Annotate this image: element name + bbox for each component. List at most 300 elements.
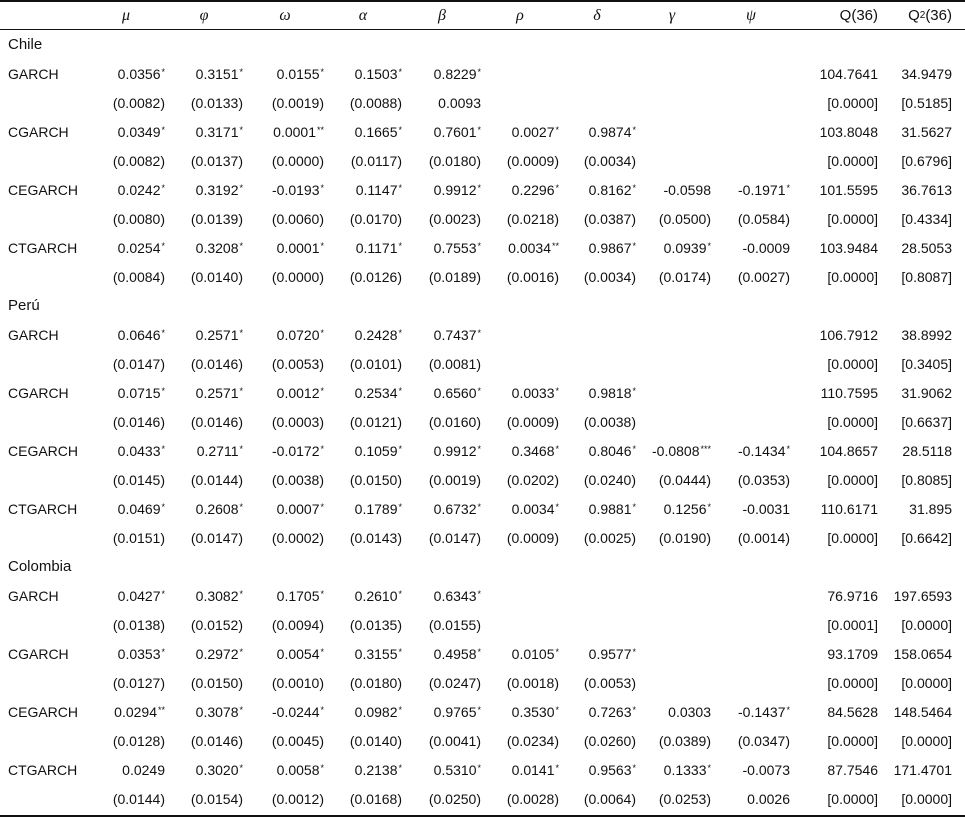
cell-value: 0.2610 (354, 587, 398, 604)
estimate-cell (87, 233, 165, 262)
cell-value: -0.0808 (652, 442, 700, 459)
header-base: Q (908, 7, 920, 24)
estimate-cell (324, 494, 402, 523)
significance-stars: * (477, 240, 481, 251)
standard-error-row (0, 784, 965, 813)
estimate-cell (324, 755, 402, 784)
significance-stars: * (239, 646, 243, 657)
model-label: GARCH (8, 65, 59, 82)
significance-stars: * (239, 588, 243, 599)
estimate-cell: 87.7546 (827, 761, 878, 778)
standard-error-cell: [0.0000] (827, 355, 878, 372)
cell-value: 0.8162 (588, 181, 632, 198)
column-header-q36: Q(36) (839, 7, 878, 24)
cell-value: 0.0105 (511, 645, 555, 662)
cell-value: 0.1705 (276, 587, 320, 604)
significance-stars: * (632, 762, 636, 773)
estimate-cell (165, 117, 243, 146)
significance-stars: * (555, 704, 559, 715)
estimate-cell (324, 581, 402, 610)
estimate-cell: 101.5595 (819, 181, 878, 198)
cell-value: 0.0356 (117, 65, 161, 82)
standard-error-cell: (0.0154) (190, 790, 243, 807)
cell-value: 0.4958 (433, 645, 477, 662)
cell-value: 0.1256 (663, 500, 707, 517)
column-header-alpha: α (358, 6, 368, 24)
standard-error-cell: (0.0082) (112, 152, 165, 169)
significance-stars: * (320, 646, 324, 657)
estimate-cell: 34.9479 (901, 65, 952, 82)
standard-error-cell: (0.0117) (350, 152, 402, 169)
estimate-cell (633, 233, 711, 262)
cell-value: 0.0034 (508, 239, 551, 256)
standard-error-cell: [0.0000] (827, 471, 878, 488)
standard-error-cell: (0.0060) (271, 210, 324, 227)
estimate-cell: 103.9484 (819, 239, 878, 256)
estimate-cell (165, 755, 243, 784)
cell-value: 0.0001 (276, 239, 320, 256)
estimate-row (0, 755, 965, 784)
cell-value: 0.3082 (195, 587, 239, 604)
column-header-delta: δ (593, 6, 601, 24)
cell-value: 0.0939 (663, 239, 707, 256)
standard-error-cell: (0.0139) (190, 210, 243, 227)
standard-error-cell: (0.0038) (271, 471, 324, 488)
standard-error-row (0, 262, 965, 291)
cell-value: 0.3192 (195, 181, 239, 198)
estimate-cell: 197.6593 (893, 587, 952, 604)
cell-value: 0.1503 (354, 65, 398, 82)
cell-value: 0.2571 (195, 384, 239, 401)
significance-stars: * (632, 443, 636, 454)
cell-value: 0.0012 (276, 384, 320, 401)
significance-stars: * (161, 646, 165, 657)
estimate-cell (558, 378, 636, 407)
country-group-row (0, 552, 965, 581)
estimate-row (0, 378, 965, 407)
standard-error-cell: (0.0160) (428, 413, 481, 430)
column-header-mu: μ (121, 6, 131, 24)
standard-error-cell: [0.0000] (901, 674, 952, 691)
estimate-cell: -0.0598 (663, 181, 711, 198)
standard-error-cell: (0.0121) (349, 413, 402, 430)
standard-error-cell: (0.0009) (506, 413, 559, 430)
standard-error-row (0, 523, 965, 552)
significance-stars: * (161, 385, 165, 396)
standard-error-cell: (0.0234) (506, 732, 559, 749)
significance-stars: ** (316, 124, 324, 135)
standard-error-cell: (0.0144) (112, 790, 165, 807)
estimate-cell (246, 755, 324, 784)
significance-stars: * (632, 501, 636, 512)
standard-error-cell: [0.6642] (901, 529, 952, 546)
standard-error-cell: 0.0093 (438, 94, 481, 111)
country-label: Colombia (8, 558, 72, 575)
estimate-cell: 28.5053 (901, 239, 952, 256)
cell-value: -0.1437 (738, 703, 786, 720)
standard-error-row (0, 88, 965, 117)
standard-error-cell: (0.0218) (506, 210, 559, 227)
standard-error-cell: (0.0080) (112, 210, 165, 227)
standard-error-cell: [0.0000] (827, 210, 878, 227)
standard-error-cell: (0.0038) (583, 413, 636, 430)
significance-stars: * (707, 762, 711, 773)
significance-stars: * (555, 124, 559, 135)
significance-stars: * (239, 501, 243, 512)
standard-error-cell: (0.0045) (271, 732, 324, 749)
standard-error-cell: (0.0147) (428, 529, 481, 546)
standard-error-cell: (0.0180) (349, 674, 402, 691)
estimate-cell (87, 639, 165, 668)
cell-value: 0.2972 (195, 645, 239, 662)
model-label: CGARCH (8, 123, 69, 140)
cell-value: 0.0033 (511, 384, 555, 401)
significance-stars: * (320, 762, 324, 773)
standard-error-cell: (0.0023) (428, 210, 481, 227)
cell-value: 0.0034 (511, 500, 555, 517)
estimate-cell (712, 436, 790, 465)
estimate-cell: 171.4701 (893, 761, 952, 778)
cell-value: 0.9881 (588, 500, 632, 517)
standard-error-cell: (0.0034) (583, 152, 636, 169)
cell-value: 0.3078 (195, 703, 239, 720)
standard-error-cell: [0.5185] (901, 94, 952, 111)
model-label: CEGARCH (8, 442, 79, 459)
significance-stars: * (555, 646, 559, 657)
cell-value: 0.0007 (276, 500, 320, 517)
model-label: CEGARCH (8, 181, 79, 198)
cell-value: 0.2534 (354, 384, 398, 401)
standard-error-cell: (0.0019) (271, 94, 324, 111)
estimate-cell (246, 233, 324, 262)
standard-error-cell: (0.0003) (271, 413, 324, 430)
significance-stars: * (477, 182, 481, 193)
cell-value: 0.9912 (433, 181, 477, 198)
estimate-cell (165, 378, 243, 407)
estimate-cell (87, 494, 165, 523)
standard-error-cell: (0.0444) (658, 471, 711, 488)
significance-stars: * (320, 704, 324, 715)
estimate-cell: 76.9716 (827, 587, 878, 604)
cell-value: 0.0433 (117, 442, 161, 459)
significance-stars: * (239, 240, 243, 251)
estimate-cell (87, 59, 165, 88)
estimate-cell: 110.7595 (820, 384, 878, 401)
significance-stars: * (320, 327, 324, 338)
significance-stars: * (398, 66, 402, 77)
estimate-cell (403, 581, 481, 610)
standard-error-cell: [0.0001] (827, 616, 878, 633)
cell-value: 0.0242 (117, 181, 161, 198)
standard-error-cell: (0.0146) (112, 413, 165, 430)
estimate-cell (403, 494, 481, 523)
standard-error-cell: (0.0014) (737, 529, 790, 546)
significance-stars: * (555, 443, 559, 454)
standard-error-cell: (0.0138) (112, 616, 165, 633)
standard-error-cell: (0.0010) (271, 674, 324, 691)
significance-stars: * (320, 443, 324, 454)
standard-error-cell: [0.0000] (827, 790, 878, 807)
standard-error-cell: (0.0247) (428, 674, 481, 691)
significance-stars: * (707, 240, 711, 251)
significance-stars: * (161, 327, 165, 338)
estimate-row (0, 320, 965, 349)
significance-stars: * (398, 501, 402, 512)
standard-error-cell: (0.0064) (583, 790, 636, 807)
standard-error-cell: [0.0000] (827, 94, 878, 111)
standard-error-cell: (0.0002) (271, 529, 324, 546)
estimate-cell (246, 320, 324, 349)
significance-stars: * (707, 501, 711, 512)
estimate-cell (87, 378, 165, 407)
estimate-cell: 106.7912 (819, 326, 878, 343)
column-header-gamma: γ (668, 6, 676, 24)
cell-value: 0.3208 (195, 239, 239, 256)
standard-error-cell: (0.0140) (349, 732, 402, 749)
standard-error-cell: (0.0150) (190, 674, 243, 691)
significance-stars: * (555, 501, 559, 512)
standard-error-cell: (0.0387) (583, 210, 636, 227)
significance-stars: * (477, 501, 481, 512)
estimate-cell (324, 59, 402, 88)
estimate-row (0, 436, 965, 465)
standard-error-cell: (0.0127) (112, 674, 165, 691)
significance-stars: * (477, 327, 481, 338)
standard-error-cell: (0.0500) (658, 210, 711, 227)
standard-error-cell: (0.0088) (349, 94, 402, 111)
estimate-cell: 31.5627 (901, 123, 952, 140)
cell-value: 0.3020 (195, 761, 239, 778)
estimate-cell (633, 755, 711, 784)
estimate-cell (165, 175, 243, 204)
significance-stars: * (239, 182, 243, 193)
estimate-cell: 0.0303 (668, 703, 711, 720)
estimate-cell (246, 59, 324, 88)
cell-value: 0.0054 (276, 645, 320, 662)
significance-stars: * (161, 501, 165, 512)
significance-stars: * (477, 385, 481, 396)
estimate-cell: 84.5628 (827, 703, 878, 720)
cell-value: 0.1789 (354, 500, 398, 517)
significance-stars: * (632, 704, 636, 715)
country-group-row (0, 291, 965, 320)
significance-stars: ** (551, 240, 559, 251)
significance-stars: * (398, 588, 402, 599)
significance-stars: * (632, 646, 636, 657)
standard-error-cell: (0.0584) (737, 210, 790, 227)
cell-value: 0.0254 (117, 239, 161, 256)
cell-value: 0.9563 (588, 761, 632, 778)
estimate-cell (558, 117, 636, 146)
standard-error-cell: (0.0016) (506, 268, 559, 285)
estimate-cell (558, 639, 636, 668)
cell-value: 0.9874 (588, 123, 632, 140)
standard-error-cell: (0.0253) (658, 790, 711, 807)
estimate-cell: 110.6171 (820, 500, 878, 517)
estimate-cell (558, 697, 636, 726)
estimate-cell (246, 697, 324, 726)
significance-stars: ** (157, 704, 165, 715)
standard-error-cell: (0.0180) (428, 152, 481, 169)
cell-value: 0.3468 (511, 442, 555, 459)
standard-error-cell: [0.8087] (901, 268, 952, 285)
estimate-cell (87, 697, 165, 726)
significance-stars: * (398, 327, 402, 338)
standard-error-cell: [0.0000] (901, 616, 952, 633)
estimate-cell (481, 175, 559, 204)
column-header-omega: ω (279, 6, 291, 24)
estimate-cell (633, 494, 711, 523)
standard-error-cell: [0.6796] (901, 152, 952, 169)
standard-error-cell: (0.0146) (190, 355, 243, 372)
significance-stars: * (239, 443, 243, 454)
standard-error-row (0, 204, 965, 233)
cell-value: 0.9912 (433, 442, 477, 459)
estimate-cell (324, 117, 402, 146)
estimate-cell (558, 175, 636, 204)
estimate-cell (558, 755, 636, 784)
significance-stars: * (239, 704, 243, 715)
estimate-cell (165, 436, 243, 465)
significance-stars: * (239, 66, 243, 77)
significance-stars: * (786, 443, 790, 454)
standard-error-row (0, 465, 965, 494)
standard-error-cell: [0.0000] (827, 674, 878, 691)
estimate-cell (165, 494, 243, 523)
estimate-cell: 38.8992 (901, 326, 952, 343)
model-label: CGARCH (8, 645, 69, 662)
standard-error-cell: (0.0353) (737, 471, 790, 488)
estimate-cell (324, 175, 402, 204)
estimate-cell (403, 320, 481, 349)
standard-error-cell: (0.0009) (506, 152, 559, 169)
estimate-cell (481, 233, 559, 262)
standard-error-row (0, 610, 965, 639)
significance-stars: * (398, 182, 402, 193)
standard-error-cell: (0.0000) (271, 152, 324, 169)
cell-value: 0.0353 (117, 645, 161, 662)
standard-error-cell: (0.0143) (349, 529, 402, 546)
standard-error-cell: [0.0000] (901, 790, 952, 807)
cell-value: 0.7601 (433, 123, 477, 140)
cell-value: 0.0027 (511, 123, 555, 140)
significance-stars: * (786, 182, 790, 193)
significance-stars: * (786, 704, 790, 715)
standard-error-cell: (0.0170) (349, 210, 402, 227)
estimate-cell (87, 117, 165, 146)
significance-stars: * (398, 646, 402, 657)
estimate-row (0, 697, 965, 726)
significance-stars: * (632, 182, 636, 193)
cell-value: 0.1665 (354, 123, 398, 140)
standard-error-cell: (0.0155) (428, 616, 481, 633)
estimate-cell (165, 233, 243, 262)
cell-value: 0.1171 (355, 239, 398, 256)
estimate-cell: 36.7613 (901, 181, 952, 198)
estimate-cell (403, 639, 481, 668)
standard-error-cell: (0.0240) (583, 471, 636, 488)
country-label: Perú (8, 297, 40, 314)
cell-value: 0.5310 (433, 761, 477, 778)
significance-stars: * (398, 762, 402, 773)
standard-error-cell: (0.0190) (658, 529, 711, 546)
estimate-cell (324, 233, 402, 262)
estimate-cell: -0.0073 (742, 761, 790, 778)
estimate-cell: 31.9062 (901, 384, 952, 401)
significance-stars: * (555, 762, 559, 773)
standard-error-cell: (0.0082) (112, 94, 165, 111)
standard-error-cell: (0.0144) (190, 471, 243, 488)
estimate-cell (403, 755, 481, 784)
estimate-cell (481, 639, 559, 668)
cell-value: -0.1971 (738, 181, 786, 198)
cell-value: 0.0155 (276, 65, 320, 82)
standard-error-cell: (0.0146) (190, 413, 243, 430)
standard-error-cell: (0.0053) (583, 674, 636, 691)
significance-stars: *** (700, 443, 711, 454)
cell-value: 0.2296 (511, 181, 555, 198)
cell-value: 0.0715 (117, 384, 161, 401)
standard-error-cell: (0.0151) (112, 529, 165, 546)
cell-value: 0.2428 (354, 326, 398, 343)
estimate-cell (246, 436, 324, 465)
significance-stars: * (477, 762, 481, 773)
country-group-row (0, 30, 965, 59)
standard-error-cell: (0.0135) (349, 616, 402, 633)
standard-error-cell: (0.0081) (428, 355, 481, 372)
estimate-cell (324, 378, 402, 407)
estimate-cell (87, 320, 165, 349)
significance-stars: * (161, 182, 165, 193)
significance-stars: * (477, 646, 481, 657)
estimate-cell (481, 378, 559, 407)
significance-stars: * (632, 385, 636, 396)
cell-value: 0.0141 (511, 761, 555, 778)
standard-error-cell: (0.0347) (737, 732, 790, 749)
significance-stars: * (161, 588, 165, 599)
standard-error-cell: (0.0133) (190, 94, 243, 111)
standard-error-cell: [0.0000] (827, 732, 878, 749)
estimate-cell (481, 436, 559, 465)
estimate-row (0, 494, 965, 523)
standard-error-cell: (0.0145) (112, 471, 165, 488)
estimate-cell (324, 639, 402, 668)
model-label: GARCH (8, 587, 59, 604)
cell-value: 0.3151 (195, 65, 239, 82)
country-label: Chile (8, 36, 43, 53)
cell-value: 0.3155 (354, 645, 398, 662)
significance-stars: * (632, 124, 636, 135)
standard-error-cell: (0.0389) (658, 732, 711, 749)
significance-stars: * (398, 124, 402, 135)
estimate-cell: 31.895 (909, 500, 952, 517)
significance-stars: * (320, 588, 324, 599)
cell-value: 0.9818 (588, 384, 632, 401)
cell-value: 0.1333 (663, 761, 707, 778)
estimate-cell (246, 639, 324, 668)
cell-value: 0.0294 (114, 703, 157, 720)
estimate-cell (246, 175, 324, 204)
standard-error-cell: (0.0147) (112, 355, 165, 372)
standard-error-cell: (0.0028) (506, 790, 559, 807)
model-label: CTGARCH (8, 239, 78, 256)
estimate-cell: 103.8048 (819, 123, 878, 140)
cell-value: 0.7263 (588, 703, 632, 720)
significance-stars: * (477, 443, 481, 454)
estimate-cell (246, 378, 324, 407)
significance-stars: * (239, 124, 243, 135)
estimate-cell (558, 494, 636, 523)
